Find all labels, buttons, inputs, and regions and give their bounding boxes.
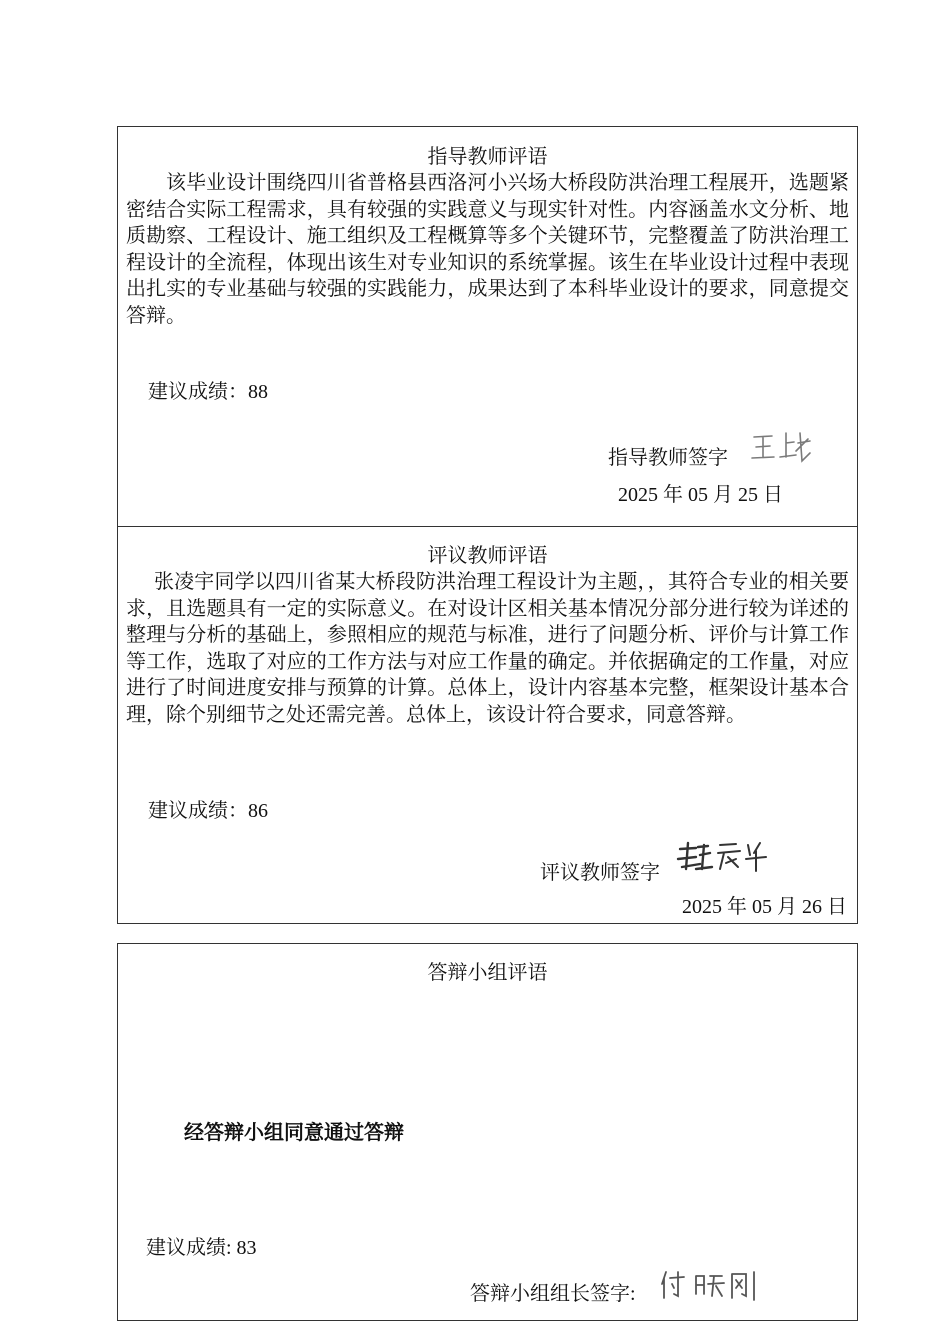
evaluation-box-top — [117, 126, 858, 924]
reviewer-signature — [674, 837, 770, 875]
reviewer-signature-label: 评议教师签字 — [540, 862, 660, 884]
panel-title: 答辩小组评语 — [427, 962, 548, 984]
panel-signature — [658, 1268, 758, 1302]
reviewer-date: 2025 年 05 月 26 日 — [682, 896, 847, 918]
reviewer-section — [118, 527, 857, 925]
reviewer-comment: 张凌宇同学以四川省某大桥段防洪治理工程设计为主题，，其符合专业的相关要求，且选题具有一定的实际意义。在对设计区相关基本情况分部分进行较为详述的整理与分析的基础上，参照相应的规范与标准，进行了问题分析、评价与计算工作等工作，选取了对应的工作方法与对应工作量的确定。并依据确定的工作量，对应进行了时间进度安排与预算的计算。总体上，设计内容基本完整，框架设计基本合理，除个别细节之处还需完善。总体上，该设计符合要求，同意答辩。 — [126, 571, 849, 726]
panel-conclusion: 经答辩小组同意通过答辩 — [184, 1120, 404, 1144]
panel-grade: 建议成绩: 83 — [146, 1237, 257, 1259]
reviewer-grade: 建议成绩：86 — [148, 800, 268, 822]
advisor-signature-label: 指导教师签字 — [608, 447, 728, 469]
advisor-signature — [748, 427, 814, 467]
advisor-date: 2025 年 05 月 25 日 — [618, 484, 783, 506]
advisor-grade: 建议成绩：88 — [148, 381, 268, 403]
advisor-section — [118, 127, 857, 527]
advisor-comment: 该毕业设计围绕四川省普格县西洛河小兴场大桥段防洪治理工程展开，选题紧密结合实际工程需求，具有较强的实践意义与现实针对性。内容涵盖水文分析、地质勘察、工程设计、施工组织及工程概算等多个关键环节，完整覆盖了防洪治理工程设计的全流程，体现出该生对专业知识的系统掌握。该生在毕业设计过程中表现出扎实的专业基础与较强的实践能力，成果达到了本科毕业设计的要求，同意提交答辩。 — [126, 172, 849, 327]
evaluation-box-bottom — [117, 943, 858, 1321]
panel-signature-label: 答辩小组组长签字: — [470, 1283, 636, 1305]
advisor-title: 指导教师评语 — [427, 146, 548, 168]
reviewer-title: 评议教师评语 — [427, 545, 548, 567]
